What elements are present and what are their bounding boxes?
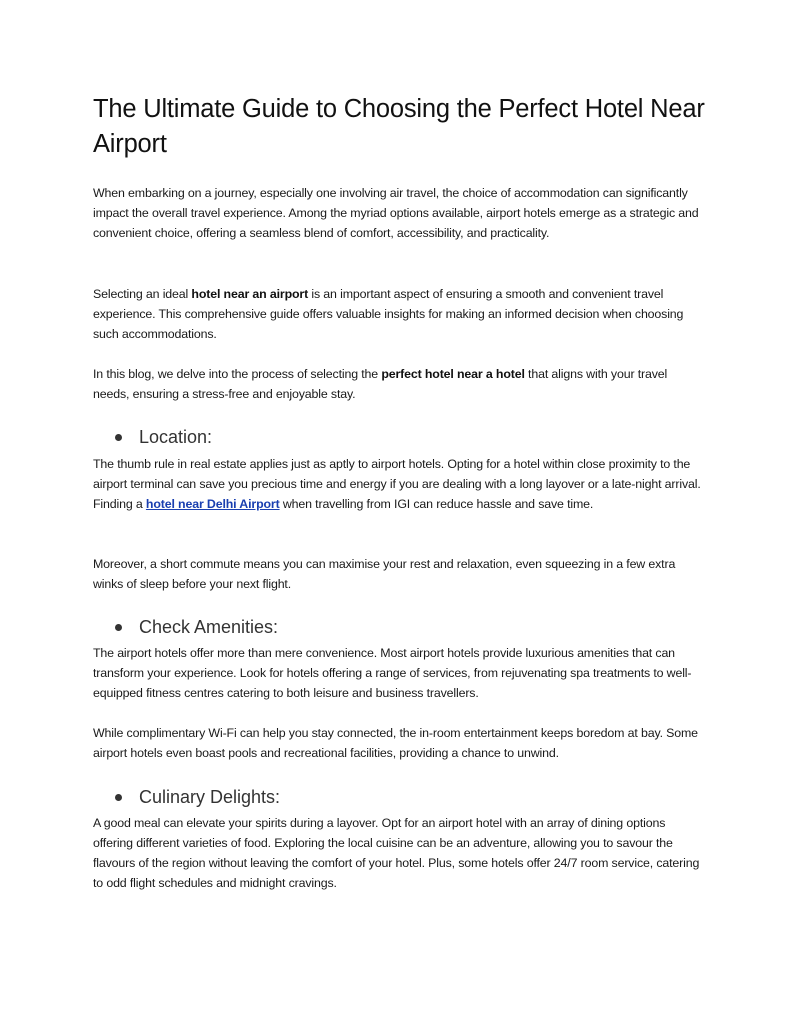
intro-paragraph-1: When embarking on a journey, especially one involving air travel, the choice of accommodation can significantly impact the overall travel experience. Among the myriad options available, airport hotels emerge as a strategic and convenient choice, offering a seamless blend of comfort, accessibility, and practicality.	[93, 186, 699, 240]
text: Selecting an ideal	[93, 287, 192, 301]
location-paragraph-2: Moreover, a short commute means you can maximise your rest and relaxation, even squeezing in a few extra winks of sleep before your next flight.	[93, 557, 676, 591]
text: is an important aspect of ensuring a smooth and convenient travel experience. This comprehensive guide offers valuable insights for making an informed decision when choosing such accommodations.	[93, 287, 684, 341]
text: In this blog, we delve into the process of selecting the	[93, 367, 382, 381]
hotel-near-delhi-airport-link[interactable]: hotel near Delhi Airport	[145, 497, 280, 511]
bullet-icon	[115, 434, 122, 441]
keyword-bold: perfect hotel near a hotel	[381, 367, 525, 381]
intro-paragraph-3	[93, 364, 705, 404]
heading-text: Location:	[139, 427, 213, 447]
bullet-icon	[115, 794, 122, 801]
intro-paragraph-2	[93, 284, 705, 344]
location-paragraph-1	[93, 454, 705, 514]
page-title: The Ultimate Guide to Choosing the Perfect Hotel Near Airport	[93, 95, 705, 158]
section-heading-culinary	[115, 785, 280, 809]
amenities-paragraph-2: While complimentary Wi-Fi can help you stay connected, the in-room entertainment keeps boredom at bay. Some airport hotels even boast pools and recreational facilities, providing a chance to unwind.	[93, 726, 698, 760]
heading-text: Check Amenities:	[139, 617, 279, 637]
section-heading-location	[115, 425, 212, 449]
heading-text: Culinary Delights:	[139, 787, 281, 807]
section-heading-amenities	[115, 615, 278, 639]
text: that aligns with your travel needs, ensuring a stress-free and enjoyable stay.	[93, 367, 668, 401]
amenities-paragraph-1: The airport hotels offer more than mere convenience. Most airport hotels provide luxurious amenities that can transform your experience. Look for hotels offering a range of services, from rejuvenating spa treatments to well-equipped fitness centres catering to both leisure and business travellers.	[93, 646, 692, 700]
keyword-bold: hotel near an airport	[191, 287, 309, 301]
culinary-paragraph-1: A good meal can elevate your spirits during a layover. Opt for an airport hotel with an array of dining options offering different varieties of food. Exploring the local cuisine can be an adventure, allowing you to savour the flavours of the region without leaving the comfort of your hotel. Plus, some hotels offer 24/7 room service, catering to odd flight schedules and midnight cravings.	[93, 816, 700, 890]
bullet-icon	[115, 624, 122, 631]
text: The thumb rule in real estate applies just as aptly to airport hotels. Opting for a hotel within close proximity to the airport terminal can save you precious time and energy if you are dealing with a long layover or a late-night arrival. Finding a	[93, 457, 701, 511]
text: when travelling from IGI can reduce hassle and save time.	[279, 497, 594, 511]
